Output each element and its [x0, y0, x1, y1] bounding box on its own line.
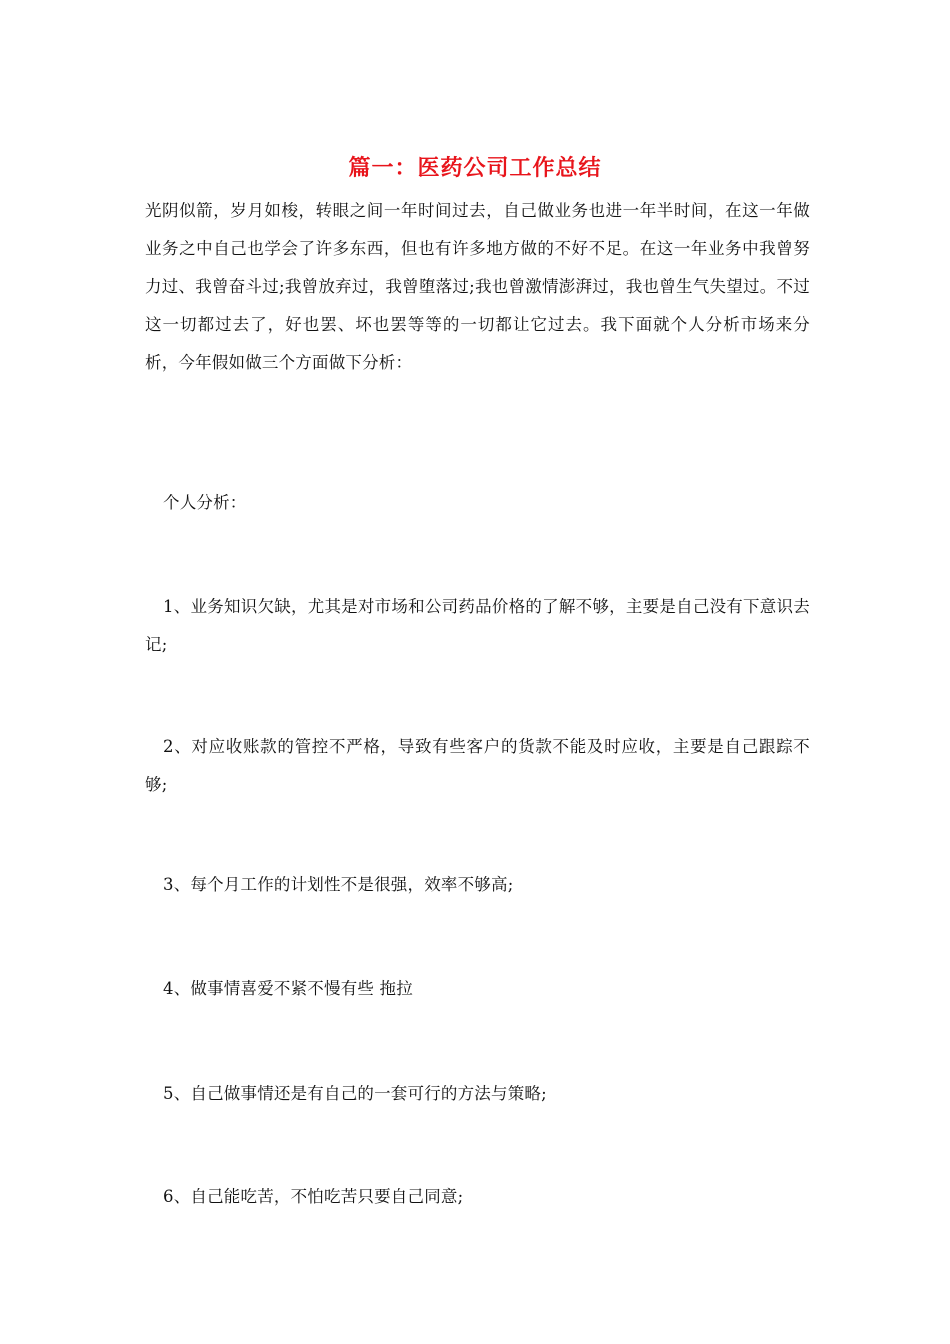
list-item: 6、自己能吃苦，不怕吃苦只要自己同意; [163, 1187, 464, 1206]
list-item: 3、每个月工作的计划性不是很强，效率不够高; [163, 875, 514, 894]
list-item: 5、自己做事情还是有自己的一套可行的方法与策略; [163, 1084, 547, 1103]
list-item: 1、业务知识欠缺，尤其是对市场和公司药品价格的了解不够，主要是自己没有下意识去记; [145, 597, 810, 654]
intro-paragraph: 光阴似箭，岁月如梭，转眼之间一年时间过去，自己做业务也进一年半时间，在这一年做业务之中自己也学会了许多东西，但也有许多地方做的不好不足。在这一年业务中我曾努力过、我曾奋斗过;我曾放弃过，我曾堕落过;我也曾激情澎湃过，我也曾生气失望过。不过这一切都过去了，好也罢、坏也罢等等的一切都让它过去。我下面就个人分析市场来分析，今年假如做三个方面做下分析： [145, 201, 810, 372]
list-item: 4、做事情喜爱不紧不慢有些 拖拉 [163, 979, 413, 998]
list-item: 2、对应收账款的管控不严格，导致有些客户的货款不能及时应收，主要是自己跟踪不够; [145, 737, 810, 794]
document-title: 篇一：医药公司工作总结 [348, 155, 602, 181]
section-heading: 个人分析： [163, 493, 247, 512]
